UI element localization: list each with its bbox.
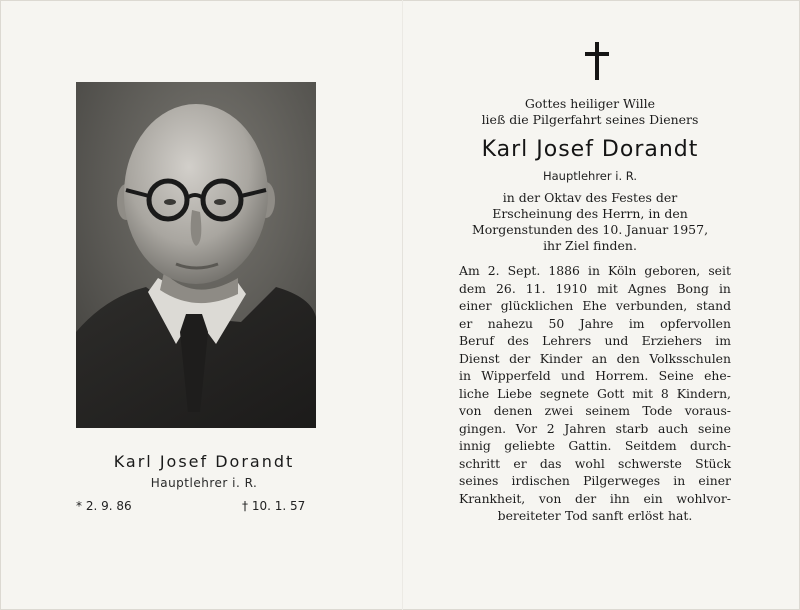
bio-word: Ehe: [582, 298, 607, 313]
bio-word: Köln: [608, 263, 637, 278]
bio-word: an: [591, 350, 608, 366]
bio-word: dem: [459, 280, 487, 296]
bio-word: hat.: [668, 508, 693, 523]
bio-word: 2: [546, 420, 555, 436]
oktav-line: Erscheinung des Herrn, in den: [492, 206, 688, 221]
bio-word: ehe-: [704, 368, 731, 383]
bio-word: 11.: [525, 280, 546, 296]
intro-line: ließ die Pilgerfahrt seines Dieners: [481, 112, 699, 127]
bio-word: opfervollen: [660, 315, 731, 331]
bio-word: Lehrers: [542, 333, 592, 348]
bio-word: Dienst: [459, 350, 500, 366]
bio-word: ein: [643, 490, 663, 506]
bio-word: innig: [459, 438, 491, 453]
bio-word: liche: [459, 385, 490, 401]
bio-word: sanft: [592, 508, 624, 523]
bio-word: Jahren: [564, 420, 606, 436]
bio-word: ihn: [609, 490, 630, 506]
bio-line: [459, 280, 731, 298]
bio-word: erlöst: [627, 508, 664, 523]
bio-word: Seitdem: [624, 438, 677, 453]
bio-word: Seine: [658, 368, 694, 383]
bio-word: das: [539, 455, 562, 471]
bio-line: [459, 437, 731, 455]
bio-word: Kindern,: [676, 385, 731, 401]
bio-word: Krankheit,: [459, 490, 526, 506]
bio-word: Sept.: [507, 263, 541, 278]
bio-word: 50: [548, 315, 565, 331]
death-date: † 10. 1. 57: [242, 499, 306, 513]
portrait-illustration: [76, 82, 316, 428]
bio-line: [459, 315, 731, 333]
bio-word: geboren,: [644, 263, 701, 278]
bio-word: einer: [459, 298, 492, 313]
right-name: Karl Josef Dorandt: [481, 137, 699, 162]
bio-word: Tode: [642, 403, 673, 418]
bio-word: in: [673, 473, 686, 488]
bio-word: im: [628, 315, 645, 331]
bio-word: er: [459, 315, 473, 331]
bio-word: Jahre: [579, 315, 614, 331]
bio-word: Erziehers: [641, 333, 703, 348]
oktav-line: ihr Ziel finden.: [543, 238, 637, 253]
cross-icon: [585, 42, 609, 80]
bio-word: Vor: [515, 420, 537, 436]
bio-word: Liebe: [497, 385, 532, 401]
bio-word: 8: [660, 385, 669, 401]
bio-word: des: [507, 333, 529, 348]
bio-word: nahezu: [487, 315, 533, 331]
bio-word: durch-: [690, 438, 731, 453]
card-fold: [402, 0, 403, 610]
bio-word: seines: [459, 473, 499, 488]
bio-word: segnete: [539, 385, 590, 401]
bio-word: in: [718, 280, 731, 296]
oktav-text: [440, 190, 740, 254]
bio-word: schritt: [459, 455, 501, 471]
bio-word: Wipperfeld: [481, 368, 551, 383]
bio-word: der: [509, 350, 531, 366]
bio-word: bereiteter: [497, 508, 561, 523]
bio-word: und: [604, 333, 629, 348]
portrait-photo: [76, 82, 316, 428]
bio-word: irdischen: [511, 473, 570, 488]
bio-line: [459, 455, 731, 473]
bio-word: Horrem.: [595, 368, 649, 383]
bio-word: einer: [698, 473, 731, 488]
bio-word: Bong: [676, 280, 709, 296]
bio-word: in: [588, 263, 600, 278]
bio-line: [459, 350, 731, 368]
bio-line: [459, 262, 731, 280]
bio-word: Pilgerweges: [583, 473, 661, 488]
bio-word: 1910: [555, 280, 588, 296]
bio-word: auch: [658, 420, 689, 436]
bio-word: wohlvor-: [676, 490, 731, 506]
oktav-line: in der Oktav des Festes der: [502, 190, 678, 205]
bio-word: schwerste: [618, 455, 682, 471]
bio-word: mit: [597, 280, 618, 296]
bio-word: zwei: [544, 403, 574, 418]
bio-word: wohl: [574, 455, 605, 471]
bio-word: Kinder: [539, 350, 583, 366]
bio-word: Tod: [565, 508, 588, 523]
bio-word: von: [459, 403, 482, 418]
bio-word: der: [575, 490, 597, 506]
bio-word: seit: [708, 263, 731, 278]
intro-text: [440, 96, 740, 128]
bio-word: geliebte: [504, 438, 555, 453]
bio-word: den: [616, 350, 640, 366]
birth-date: * 2. 9. 86: [76, 499, 132, 513]
bio-word: 1886: [548, 263, 580, 278]
bio-word: seine: [698, 420, 731, 436]
biography-text: [459, 262, 731, 525]
bio-line: [459, 490, 731, 508]
bio-word: Gattin.: [568, 438, 612, 453]
bio-word: von: [538, 490, 562, 506]
bio-word: Gott: [597, 385, 625, 401]
bio-word: Stück: [695, 455, 731, 471]
bio-line: [459, 332, 731, 350]
bio-line: [459, 402, 731, 420]
oktav-line: Morgenstunden des 10. Januar 1957,: [471, 222, 709, 237]
bio-word: denen: [493, 403, 533, 418]
bio-word: glücklichen: [500, 298, 574, 313]
bio-word: gingen.: [459, 420, 507, 436]
bio-line: [459, 507, 731, 525]
bio-line: [459, 367, 731, 385]
right-title: Hauptlehrer i. R.: [542, 169, 638, 183]
bio-line: [459, 472, 731, 490]
bio-word: und: [561, 368, 585, 383]
bio-word: Am: [459, 263, 480, 278]
bio-word: 2.: [487, 263, 500, 278]
left-title: Hauptlehrer i. R.: [150, 476, 258, 490]
intro-line: Gottes heiliger Wille: [524, 96, 656, 111]
bio-line: [459, 420, 731, 438]
bio-word: Agnes: [627, 280, 667, 296]
bio-word: voraus-: [684, 403, 731, 418]
bio-line: [459, 385, 731, 403]
bio-word: starb: [615, 420, 649, 436]
bio-word: mit: [632, 385, 653, 401]
bio-word: Volksschulen: [649, 350, 731, 366]
bio-word: 26.: [496, 280, 516, 296]
bio-word: stand: [696, 298, 731, 313]
bio-word: in: [459, 368, 471, 383]
bio-word: er: [513, 455, 527, 471]
bio-word: im: [715, 333, 731, 348]
left-name: Karl Josef Dorandt: [113, 452, 295, 471]
bio-word: seinem: [585, 403, 631, 418]
bio-word: verbunden,: [615, 298, 688, 313]
bio-line: [459, 297, 731, 315]
bio-word: Beruf: [459, 333, 494, 348]
